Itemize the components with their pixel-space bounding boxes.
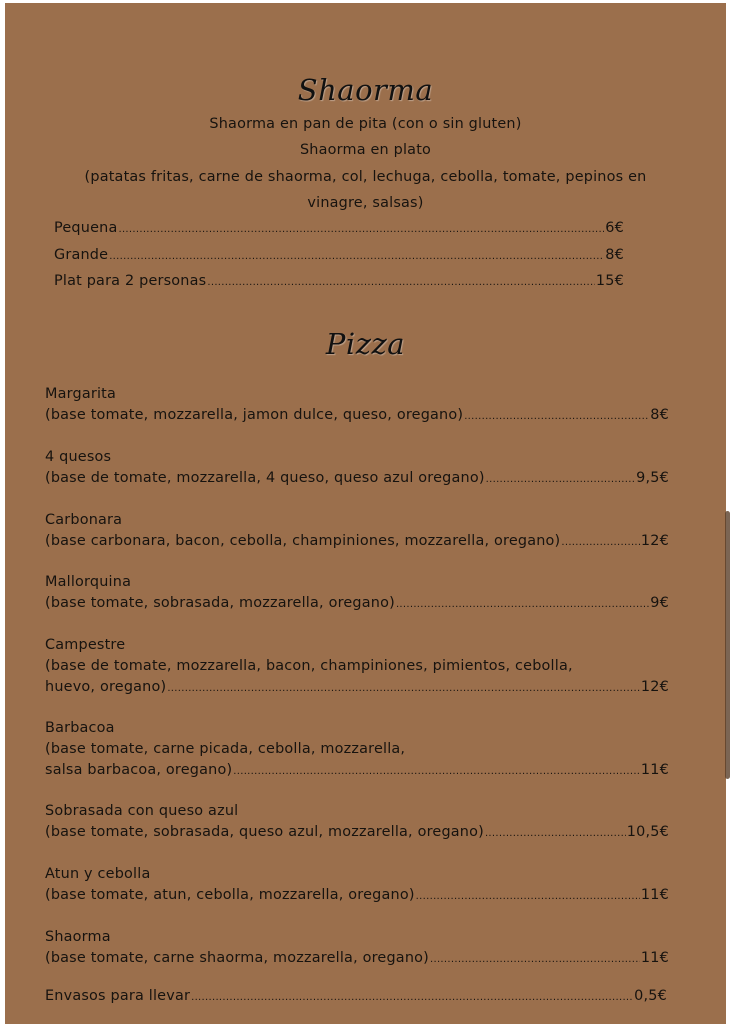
pizza-desc: (base carbonara, bacon, cebolla, champiniones, mozzarella, oregano): [45, 533, 561, 549]
takeaway-price: 0,5€: [634, 988, 667, 1004]
leader-dots: [191, 992, 633, 1003]
pizza-price: 9,5€: [636, 470, 669, 486]
pizza-desc: (base tomate, atun, cebolla, mozzarella, oregano): [45, 887, 415, 903]
leader-dots: [118, 224, 604, 235]
pizza-desc: salsa barbacoa, oregano): [45, 762, 233, 778]
pizza-title: Pizza: [325, 327, 406, 361]
shaorma-size-grande: [54, 247, 624, 263]
shaorma-size-plat: [54, 273, 624, 289]
shaorma-title: Shaorma: [297, 73, 434, 107]
size-label: Grande: [54, 247, 109, 263]
pizza-price: 9€: [650, 595, 669, 611]
leader-dots: [167, 683, 640, 694]
shaorma-line-1: Shaorma en pan de pita (con o sin gluten): [209, 116, 522, 132]
pizza-price: 11€: [640, 762, 669, 778]
pizza-name: Barbacoa: [45, 720, 115, 736]
pizza-desc: (base tomate, sobrasada, queso azul, mozzarella, oregano): [45, 824, 484, 840]
size-price: 15€: [595, 273, 624, 289]
shaorma-line-3: (patatas fritas, carne de shaorma, col, lechuga, cebolla, tomate, pepinos en: [84, 169, 647, 185]
shaorma-line-4: vinagre, salsas): [307, 195, 424, 211]
takeaway-label: Envasos para llevar: [45, 988, 191, 1004]
pizza-desc: (base tomate, mozzarella, jamon dulce, queso, oregano): [45, 407, 464, 423]
shaorma-size-pequena: [54, 220, 624, 236]
pizza-desc: (base tomate, carne picada, cebolla, mozzarella,: [45, 741, 406, 757]
leader-dots: [486, 474, 636, 485]
pizza-price: 11€: [640, 887, 669, 903]
pizza-name: Margarita: [45, 386, 117, 402]
size-label: Plat para 2 personas: [54, 273, 207, 289]
leader-dots: [416, 891, 640, 902]
pizza-price: 10,5€: [626, 824, 669, 840]
pizza-name: Shaorma: [45, 929, 111, 945]
pizza-price: 8€: [650, 407, 669, 423]
pizza-desc-row: [45, 595, 669, 611]
size-label: Pequena: [54, 220, 118, 236]
leader-dots: [430, 954, 640, 965]
size-price: 8€: [605, 247, 624, 263]
pizza-desc-row: [45, 407, 669, 423]
leader-dots: [233, 766, 640, 777]
pizza-price: 12€: [640, 533, 669, 549]
pizza-desc-row: [45, 887, 669, 903]
leader-dots: [109, 251, 604, 262]
pizza-desc-row: [45, 950, 669, 966]
pizza-desc-row: [45, 679, 669, 695]
pizza-desc-row: [45, 470, 669, 486]
pizza-desc-row: [45, 533, 669, 549]
pizza-price: 12€: [640, 679, 669, 695]
size-price: 6€: [605, 220, 624, 236]
leader-dots: [396, 599, 649, 610]
leader-dots: [485, 828, 626, 839]
pizza-name: 4 quesos: [45, 449, 112, 465]
leader-dots: [464, 411, 649, 422]
pizza-desc: (base de tomate, mozzarella, 4 queso, queso azul oregano): [45, 470, 485, 486]
pizza-name: Mallorquina: [45, 574, 132, 590]
pizza-desc: huevo, oregano): [45, 679, 167, 695]
pizza-name: Atun y cebolla: [45, 866, 151, 882]
leader-dots: [561, 537, 640, 548]
vertical-scrollbar[interactable]: [725, 511, 730, 779]
pizza-desc: (base tomate, sobrasada, mozzarella, oregano): [45, 595, 395, 611]
pizza-name: Sobrasada con queso azul: [45, 803, 239, 819]
takeaway-row: [45, 988, 667, 1004]
menu-page: [5, 3, 726, 1024]
pizza-desc: (base de tomate, mozzarella, bacon, champiniones, pimientos, cebolla,: [45, 658, 573, 674]
shaorma-line-2: Shaorma en plato: [299, 142, 432, 158]
pizza-desc-row: [45, 824, 669, 840]
pizza-price: 11€: [640, 950, 669, 966]
pizza-desc: (base tomate, carne shaorma, mozzarella, oregano): [45, 950, 429, 966]
pizza-name: Campestre: [45, 637, 126, 653]
leader-dots: [207, 277, 595, 288]
pizza-desc-row: [45, 762, 669, 778]
pizza-name: Carbonara: [45, 512, 123, 528]
